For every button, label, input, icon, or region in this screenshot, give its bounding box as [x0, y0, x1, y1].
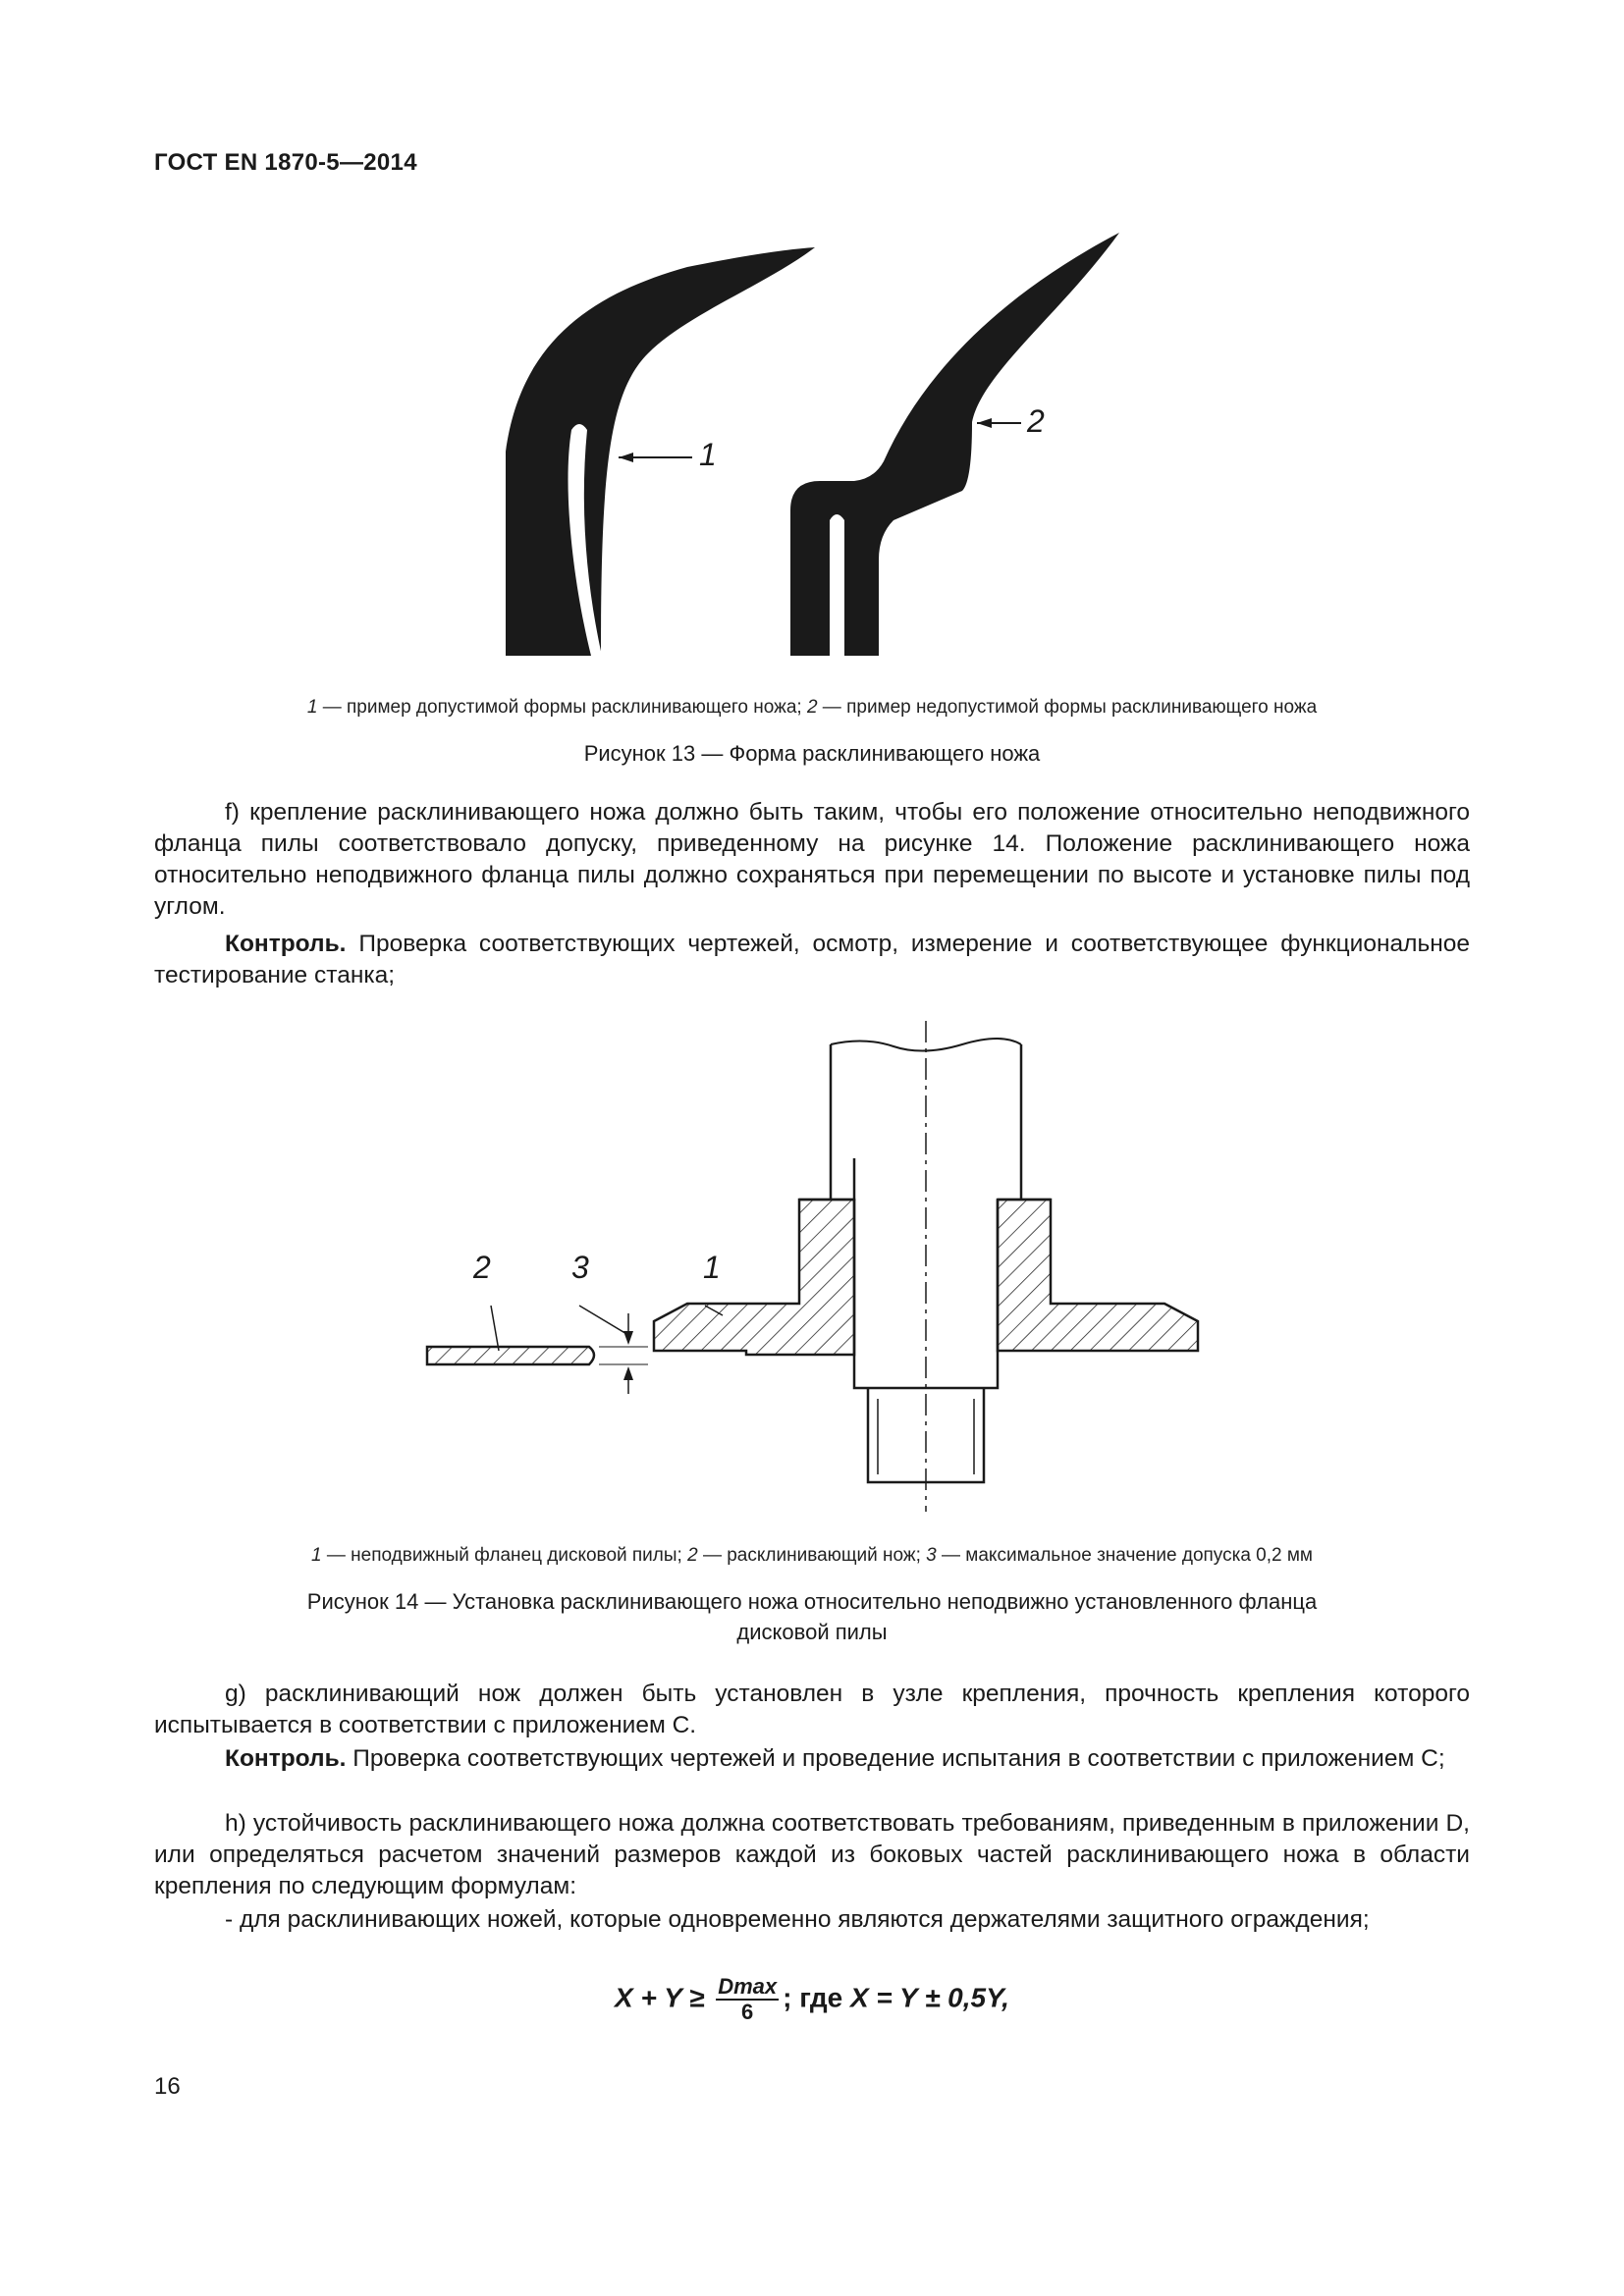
figure-14-callout-1: 1	[703, 1250, 721, 1285]
fixed-flange	[654, 1200, 854, 1355]
knife-acceptable-shape	[506, 247, 815, 656]
paragraph-f-control: Контроль. Проверка соответствующих чертежей, осмотр, измерение и соответствующее функциональное тестирование станка;	[154, 931, 1470, 988]
figure-14-caption: Рисунок 14 — Установка расклинивающего ножа относительно неподвижно установленного фланца дисковой пилы	[306, 1589, 1318, 1644]
formula-fraction: $\frac{Dmax}{6}$	[718, 1974, 778, 2024]
paragraph-g: g) расклинивающий нож должен быть установлен в узле крепления, прочность крепления которого испытывается в соответствии с приложением С.	[154, 1681, 1470, 1738]
paragraph-g-control: Контроль. Проверка соответствующих чертежей и проведение испытания в соответствии с приложением С;	[225, 1745, 1445, 1772]
paragraph-f: f) крепление расклинивающего ножа должно быть таким, чтобы его положение относительно неподвижного фланца пилы соответствовало допуску, приведенному на рисунке 14. Положение расклинивающего ножа относительно неподвижного фланца пилы должно сохраняться при перемещении по высоте и установке пилы под углом.	[154, 799, 1470, 920]
figure-13-caption: Рисунок 13 — Форма расклинивающего ножа	[583, 741, 1041, 766]
figure-14-drawing	[0, 1021, 1624, 1531]
figure-14-legend: 1 — неподвижный фланец дисковой пилы; 2 — расклинивающий нож; 3 — максимальное значение допуска 0,2 мм	[311, 1545, 1313, 1566]
figure-14-callout-3: 3	[571, 1250, 589, 1285]
paragraph-h: h) устойчивость расклинивающего ножа должна соответствовать требованиям, приведенным в приложении D, или определяться расчетом значений размеров каждой из боковых частей расклинивающего ножа в области крепления по следующим формулам:	[154, 1810, 1470, 1899]
figure-13-drawing	[0, 0, 1624, 766]
figure-13-legend: 1 — пример допустимой формы расклинивающего ножа; 2 — пример недопустимой формы расклинивающего ножа	[306, 697, 1318, 718]
page-number: 16	[154, 2073, 181, 2100]
figure-13-callout-1: 1	[699, 437, 717, 472]
paragraph-h-bullet: - для расклинивающих ножей, которые одновременно являются держателями защитного ограждения;	[225, 1906, 1370, 1933]
document-header: ГОСТ EN 1870-5—2014	[154, 149, 417, 176]
figure-14-callout-2: 2	[473, 1250, 491, 1285]
riving-knife	[427, 1347, 594, 1364]
figure-13-callout-2: 2	[1027, 403, 1045, 439]
formula: X + Y ≥ $\frac{Dmax}{6}$ ; где X = Y ± 0,5Y,	[615, 1974, 1009, 2024]
